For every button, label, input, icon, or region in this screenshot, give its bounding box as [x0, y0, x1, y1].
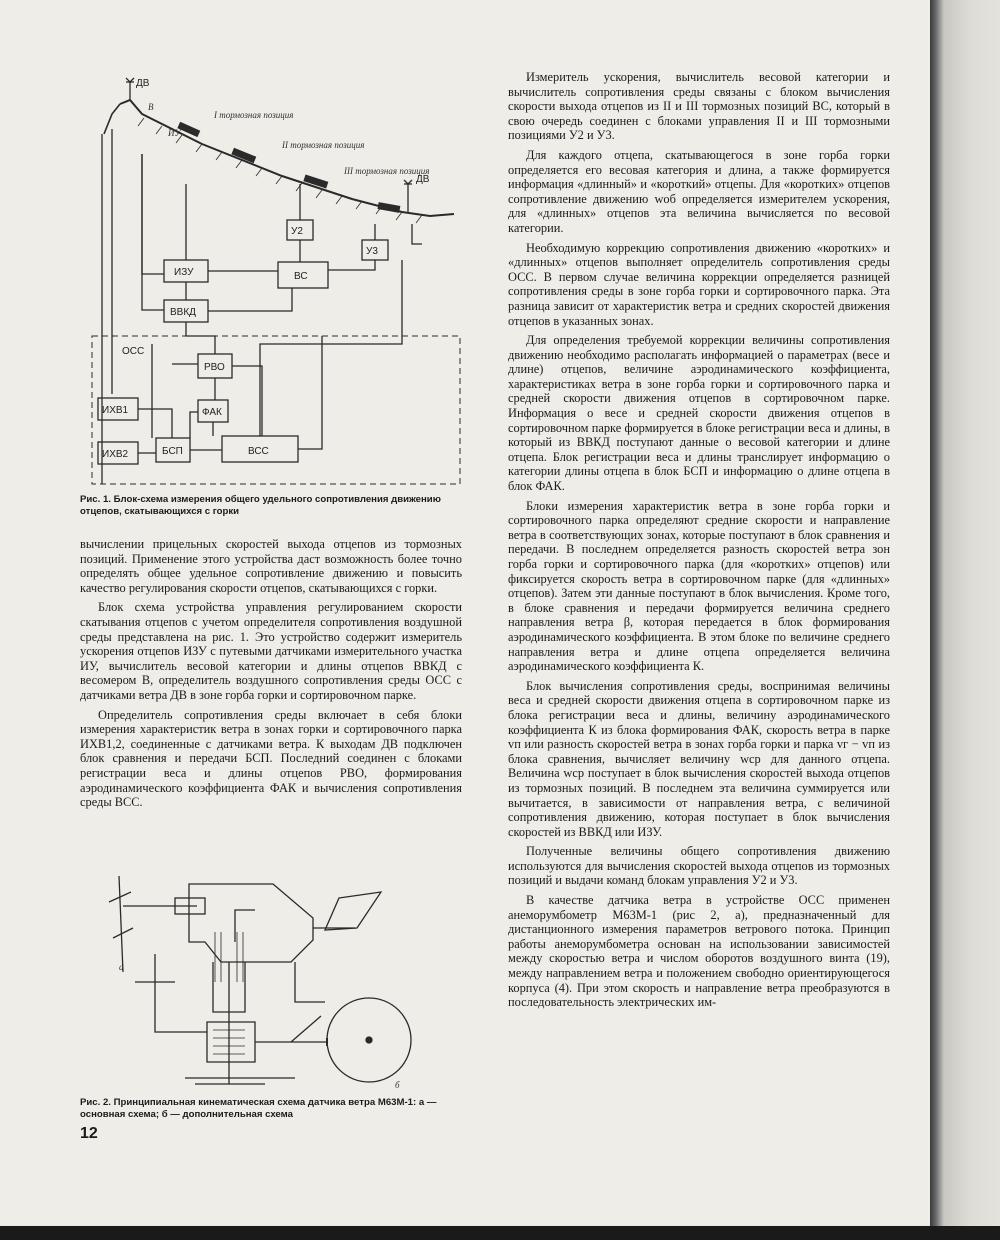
- right-paragraph: В качестве датчика ветра в устройстве ОСС применен анеморумбометр М63М-1 (рис 2, а), предназначенный для дистанционного измерения параметров ветрового потока. Принцип работы анеморумбометра основан на использовании зависимостей между скоростью ветра и числом оборотов воздушного винта (19), между направлением ветра и положением свободно ориентирующегося корпуса (4). При этом скорость и направление ветра преобразуются в последовательность электрических им-: [508, 893, 890, 1010]
- u3-label: У3: [366, 246, 378, 257]
- u2-label: У2: [291, 226, 303, 237]
- scan-bottom-edge: [0, 1226, 1000, 1240]
- label-b: б: [395, 1080, 400, 1090]
- page-number: 12: [80, 1125, 98, 1142]
- right-paragraph: Для определения требуемой коррекции величины сопротивления движению необходимо располагать информацией о параметрах (весе и длине) отцепов, величине аэродинамического коэффициента, характеристиках ветра в зоне горба горки и сортировочного парка и средней скорости движения отцепов в сортировочном парке. Информация о весе и средней скорости движения отцепов в сортировочном парке формируется в блоке регистрации веса и длины, в который из ВВКД поступают данные о весовой категории и длине отцепа. Блок регистрации веса и длины транслирует информацию о категории длины отцепа в блок БСП и информацию о длине отцепа в блок ФАК.: [508, 333, 890, 494]
- dv-left-label: ДВ: [136, 78, 150, 89]
- fak-label: ФАК: [202, 407, 222, 418]
- figure-1-caption: Рис. 1. Блок-схема измерения общего удельного сопротивления движению отцепов, скатывающихся с горки: [80, 494, 441, 517]
- ikhv1-label: ИХВ1: [102, 405, 129, 416]
- third-position-label: III тормозная позиция: [344, 166, 430, 176]
- right-paragraph: Блок вычисления сопротивления среды, воспринимая величины веса и средней скорости движения отцепа в сортировочном парке из блока регистрации веса и длины, величину аэродинамического коэффициента К из блока формирования ФАК, скорость ветра в парке vп или разность скоростей ветра в зонах горба горки и парка vг − vп из блока сравнения, вычисляет величину wср для данного отцепа. Величина wср поступает в блок вычисления скоростей выхода отцепов из тормозных позиций. В последнем эта величина суммируется или вычитается, в зависимости от направления ветра, с величиной сопротивления движению, которая поступает в блок вычисления скоростей из ВВКД или ИЗУ.: [508, 678, 890, 839]
- figure-1-block-diagram: [82, 74, 472, 486]
- binding-gutter: [930, 0, 1000, 1240]
- left-paragraph: вычислении прицельных скоростей выхода отцепов из тормозных позиций. Применение этого устройства даст возможность более точно определять общее удельное сопротивление движению и повысить качество регулирования скорости отцепов, скатывающихся с горки.: [80, 537, 462, 595]
- left-column: [80, 537, 462, 815]
- figure-2-caption: Рис. 2. Принципиальная кинематическая схема датчика ветра М63М-1: а — основная схема; б — дополнительная схема: [80, 1097, 437, 1120]
- izu-label: ИЗУ: [174, 267, 194, 278]
- rvo-label: РВО: [204, 362, 225, 373]
- right-paragraph: Измеритель ускорения, вычислитель весовой категории и вычислитель сопротивления среды связаны с блоком вычисления скорости выхода отцепов из II и III тормозных позиций ВС, который в свою очередь соединен с блоками управления II и III тормозными позициями У2 и У3.: [508, 70, 890, 143]
- figure-2-kinematic-scheme: [95, 862, 435, 1094]
- iu-label: ИУ: [168, 128, 181, 138]
- label-a: а: [119, 962, 124, 972]
- oss-label: ОСС: [122, 346, 145, 357]
- vs-label: ВС: [294, 271, 308, 282]
- right-paragraph: Необходимую коррекцию сопротивления движению «коротких» и «длинных» отцепов выполняет определитель сопротивления среды ОСС. В первом случае величина коррекции определяется разницей сопротивления среды в зоне горба горки и сортировочного парка. Эта разница зависит от характеристик ветра и средних скоростей движения отцепов в указанных зонах.: [508, 240, 890, 328]
- right-column: [508, 70, 890, 1015]
- dv-right-label: ДВ: [416, 174, 430, 185]
- right-paragraph: Полученные величины общего сопротивления движению используются для вычисления скоростей выхода отцепов из тормозных позиций и выдачи команд блокам управления У2 и У3.: [508, 844, 890, 888]
- right-paragraph: Для каждого отцепа, скатывающегося в зоне горба горки определяется его весовая категория и длина, а также формируется информация «длинный» и «короткий» отцепы. Для «коротких» отцепов сопротивление движению wоб определяется измерителем ускорения, для «длинных» отцепов эта величина вычисляется по весовой категории.: [508, 147, 890, 235]
- right-paragraph: Блоки измерения характеристик ветра в зоне горба горки и сортировочного парка определяют средние скорости и направление ветра в соответствующих зонах, которые поступают в блок сравнения и передачи. В последнем определяется разность скоростей ветра зон горба горки и сортировочного парка (для «коротких» отцепов) или фиксируется скорость ветра в сортировочном парке (для «длинных» отцепов). Затем эти данные поступают в блок вычисления. Кроме того, в блоке сравнения и передачи формируется величина среднего направления ветра β, которая передается в блок формирования аэродинамического коэффициента. В этом блоке по величине среднего направления ветра и длине отцепа определяется величина аэродинамического коэффициента К.: [508, 498, 890, 674]
- v-label: В: [148, 102, 154, 112]
- second-position-label: II тормозная позиция: [282, 140, 365, 150]
- ikhv2-label: ИХВ2: [102, 449, 129, 460]
- first-position-label: I тормозная позиция: [214, 110, 294, 120]
- left-paragraph: Блок схема устройства управления регулированием скорости скатывания отцепов с учетом определителя сопротивления воздушной среды представлена на рис. 1. Это устройство содержит измеритель ускорения отцепов ИЗУ с путевыми датчиками измерительного участка ИУ, вычислитель весовой категории и длины отцепов ВВКД с весомером В, определитель воздушного сопротивления среды ОСС с датчиками ветра ДВ в зоне горба горки и сортировочном парке.: [80, 600, 462, 702]
- left-paragraph: Определитель сопротивления среды включает в себя блоки измерения характеристик ветра в зонах горки и сортировочного парка ИХВ1,2, соединенные с датчиками ветра. К выходам ДВ подключен блок сравнения и передачи БСП. Последний соединен с блоками регистрации веса и длины отцепов РВО, формирования аэродинамического коэффициента ФАК и вычисления сопротивления среды ВСС.: [80, 707, 462, 810]
- vss-label: ВСС: [248, 446, 269, 457]
- bsp-label: БСП: [162, 446, 183, 457]
- vvkd-label: ВВКД: [170, 307, 196, 318]
